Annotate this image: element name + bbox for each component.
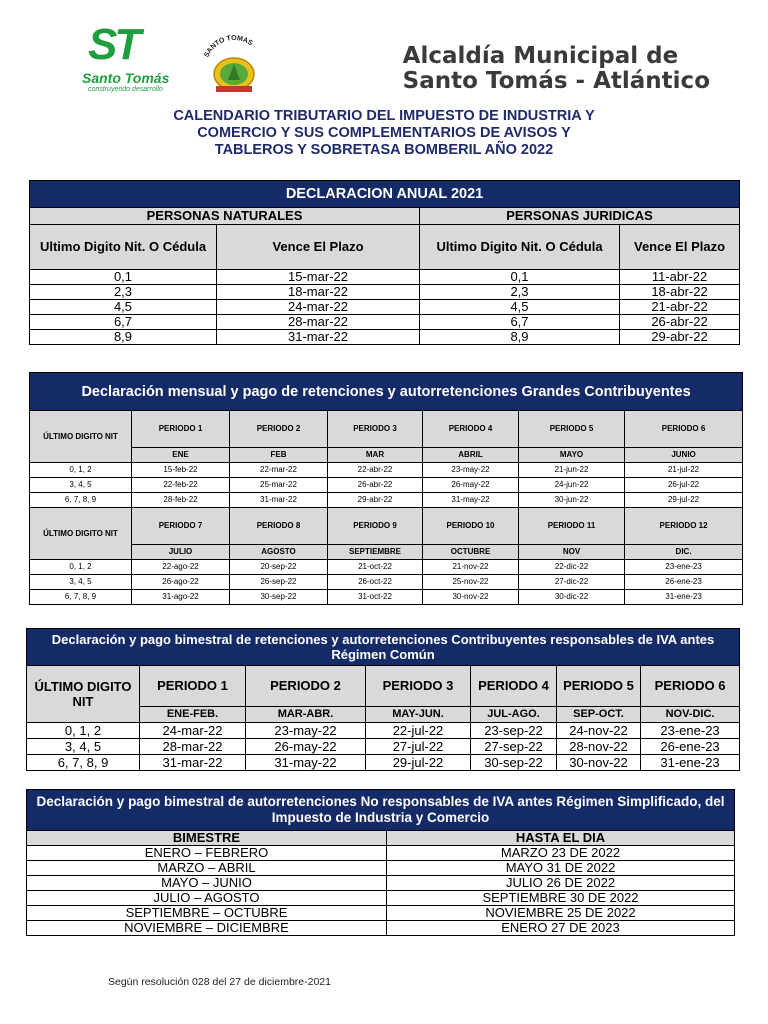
cell: 4,5 — [30, 300, 217, 315]
date-cell: 23-may-22 — [423, 463, 519, 478]
date-cell: 30-sep-22 — [230, 590, 328, 605]
col-due-naturales: Vence El Plazo — [217, 225, 420, 270]
digits-cell: 6, 7, 8, 9 — [27, 755, 140, 771]
date-cell: 29-jul-22 — [366, 755, 471, 771]
municipal-seal-icon — [192, 28, 276, 100]
month-label: ENE — [132, 448, 230, 463]
cell: 18-mar-22 — [217, 285, 420, 300]
table-row — [27, 906, 735, 921]
bimestre-cell: NOVIEMBRE – DICIEMBRE — [27, 921, 387, 936]
cell: 6,7 — [420, 315, 620, 330]
period-label: PERIODO 1 — [132, 411, 230, 448]
date-cell: 28-feb-22 — [132, 493, 230, 508]
cell: 31-mar-22 — [217, 330, 420, 345]
period-label: PERIODO 10 — [423, 508, 519, 545]
table-row — [30, 300, 740, 315]
date-cell: 23-ene-23 — [641, 723, 740, 739]
date-cell: 21-jul-22 — [625, 463, 743, 478]
hasta-cell: SEPTIEMBRE 30 DE 2022 — [387, 891, 735, 906]
date-cell: 31-ene-23 — [625, 590, 743, 605]
digits-cell: 0, 1, 2 — [30, 463, 132, 478]
table-row — [30, 270, 740, 285]
col-due-juridicas: Vence El Plazo — [620, 225, 740, 270]
date-cell: 30-sep-22 — [471, 755, 557, 771]
col-digit: ÚLTIMO DIGITO NIT — [27, 666, 140, 723]
digits-cell: 0, 1, 2 — [30, 560, 132, 575]
table-row — [27, 891, 735, 906]
period-label: PERIODO 2 — [230, 411, 328, 448]
alcaldia-title — [403, 44, 710, 94]
month-label: AGOSTO — [230, 545, 328, 560]
date-cell: 31-oct-22 — [328, 590, 423, 605]
digits-cell: 6, 7, 8, 9 — [30, 590, 132, 605]
period-label: PERIODO 3 — [366, 666, 471, 707]
period-label: PERIODO 3 — [328, 411, 423, 448]
st-logo-name: Santo Tomás — [82, 70, 170, 86]
date-cell: 24-jun-22 — [519, 478, 625, 493]
date-cell: 22-feb-22 — [132, 478, 230, 493]
period-header-row — [27, 666, 740, 707]
period-label: PERIODO 1 — [140, 666, 246, 707]
period-label: PERIODO 9 — [328, 508, 423, 545]
bimonthly-simple-title: Declaración y pago bimestral de autorretenciones No responsables de IVA antes Régimen Simplificado, del Impuesto de Industria y Comercio — [27, 790, 735, 831]
annual-title: DECLARACION ANUAL 2021 — [30, 181, 740, 208]
table-row — [30, 493, 743, 508]
naturales-header: PERSONAS NATURALES — [30, 208, 420, 225]
juridicas-header: PERSONAS JURIDICAS — [420, 208, 740, 225]
period-label: PERIODO 4 — [423, 411, 519, 448]
cell: 2,3 — [30, 285, 217, 300]
date-cell: 25-nov-22 — [423, 575, 519, 590]
cell: 29-abr-22 — [620, 330, 740, 345]
month-label: SEP-OCT. — [557, 707, 641, 723]
bimestre-cell: MARZO – ABRIL — [27, 861, 387, 876]
title-line-2: COMERCIO Y SUS COMPLEMENTARIOS DE AVISOS Y — [197, 125, 571, 141]
cell: 8,9 — [420, 330, 620, 345]
annual-rows — [30, 270, 740, 345]
digits-cell: 3, 4, 5 — [30, 575, 132, 590]
date-cell: 31-mar-22 — [140, 755, 246, 771]
document-title — [0, 108, 768, 159]
month-label: JUL-AGO. — [471, 707, 557, 723]
date-cell: 22-jul-22 — [366, 723, 471, 739]
period-label: PERIODO 6 — [641, 666, 740, 707]
month-header-row — [30, 448, 743, 463]
table-row — [30, 590, 743, 605]
month-label: MAR — [328, 448, 423, 463]
cell: 26-abr-22 — [620, 315, 740, 330]
date-cell: 25-mar-22 — [230, 478, 328, 493]
cell: 28-mar-22 — [217, 315, 420, 330]
col-digit-naturales: Ultimo Digito Nit. O Cédula — [30, 225, 217, 270]
date-cell: 20-sep-22 — [230, 560, 328, 575]
date-cell: 29-abr-22 — [328, 493, 423, 508]
date-cell: 22-abr-22 — [328, 463, 423, 478]
date-cell: 23-sep-22 — [471, 723, 557, 739]
col-hasta: HASTA EL DIA — [387, 831, 735, 846]
date-cell: 24-nov-22 — [557, 723, 641, 739]
table-row — [30, 463, 743, 478]
month-label: MAR-ABR. — [246, 707, 366, 723]
table-row — [30, 330, 740, 345]
date-cell: 27-dic-22 — [519, 575, 625, 590]
table-row — [27, 755, 740, 771]
period-label: PERIODO 5 — [557, 666, 641, 707]
date-cell: 26-ago-22 — [132, 575, 230, 590]
annual-declaration-table — [29, 180, 740, 345]
alcaldia-line-1: Alcaldía Municipal de — [402, 43, 679, 69]
date-cell: 26-ene-23 — [625, 575, 743, 590]
date-cell: 21-nov-22 — [423, 560, 519, 575]
digits-cell: 0, 1, 2 — [27, 723, 140, 739]
monthly-title: Declaración mensual y pago de retenciones y autorretenciones Grandes Contribuyentes — [30, 373, 743, 411]
digits-cell: 3, 4, 5 — [27, 739, 140, 755]
month-label: JULIO — [132, 545, 230, 560]
month-label: NOV — [519, 545, 625, 560]
date-cell: 26-ene-23 — [641, 739, 740, 755]
date-cell: 26-oct-22 — [328, 575, 423, 590]
cell: 0,1 — [420, 270, 620, 285]
table-row — [30, 285, 740, 300]
month-label: OCTUBRE — [423, 545, 519, 560]
month-header-row — [30, 545, 743, 560]
date-cell: 26-may-22 — [423, 478, 519, 493]
bimestre-cell: ENERO – FEBRERO — [27, 846, 387, 861]
table-row — [27, 846, 735, 861]
date-cell: 28-mar-22 — [140, 739, 246, 755]
date-cell: 31-mar-22 — [230, 493, 328, 508]
date-cell: 30-dic-22 — [519, 590, 625, 605]
cell: 8,9 — [30, 330, 217, 345]
date-cell: 27-jul-22 — [366, 739, 471, 755]
table-row — [30, 575, 743, 590]
bimonthly-iva-table — [26, 628, 740, 771]
col-bimestre: BIMESTRE — [27, 831, 387, 846]
cell: 2,3 — [420, 285, 620, 300]
table-row — [30, 560, 743, 575]
month-label: JUNIO — [625, 448, 743, 463]
period-label: PERIODO 11 — [519, 508, 625, 545]
cell: 18-abr-22 — [620, 285, 740, 300]
table-row — [27, 876, 735, 891]
date-cell: 22-dic-22 — [519, 560, 625, 575]
month-label: NOV-DIC. — [641, 707, 740, 723]
period-label: PERIODO 7 — [132, 508, 230, 545]
month-label: MAYO — [519, 448, 625, 463]
date-cell: 21-oct-22 — [328, 560, 423, 575]
cell: 24-mar-22 — [217, 300, 420, 315]
santo-tomas-logo — [78, 20, 178, 98]
bimestre-cell: JULIO – AGOSTO — [27, 891, 387, 906]
date-cell: 30-jun-22 — [519, 493, 625, 508]
col-digit-juridicas: Ultimo Digito Nit. O Cédula — [420, 225, 620, 270]
period-label: PERIODO 8 — [230, 508, 328, 545]
date-cell: 31-may-22 — [246, 755, 366, 771]
footnote: Según resolución 028 del 27 de diciembre-2021 — [108, 976, 331, 988]
header-logos — [0, 22, 768, 104]
date-cell: 22-mar-22 — [230, 463, 328, 478]
bimestre-cell: SEPTIEMBRE – OCTUBRE — [27, 906, 387, 921]
month-label: ABRIL — [423, 448, 519, 463]
bimonthly-iva-title: Declaración y pago bimestral de retenciones y autorretenciones Contribuyentes responsables de IVA antes Régimen Común — [27, 629, 740, 666]
cell: 15-mar-22 — [217, 270, 420, 285]
table-row — [27, 739, 740, 755]
hasta-cell: JULIO 26 DE 2022 — [387, 876, 735, 891]
month-label: DIC. — [625, 545, 743, 560]
cell: 6,7 — [30, 315, 217, 330]
hasta-cell: MAYO 31 DE 2022 — [387, 861, 735, 876]
date-cell: 31-ene-23 — [641, 755, 740, 771]
col-digit: ÚLTIMO DIGITO NIT — [30, 411, 132, 463]
period-label: PERIODO 6 — [625, 411, 743, 448]
date-cell: 24-mar-22 — [140, 723, 246, 739]
date-cell: 27-sep-22 — [471, 739, 557, 755]
period-label: PERIODO 12 — [625, 508, 743, 545]
st-logo-mark: ST — [88, 20, 139, 69]
period-label: PERIODO 4 — [471, 666, 557, 707]
date-cell: 31-may-22 — [423, 493, 519, 508]
bimestre-cell: MAYO – JUNIO — [27, 876, 387, 891]
date-cell: 30-nov-22 — [423, 590, 519, 605]
date-cell: 26-sep-22 — [230, 575, 328, 590]
cell: 4,5 — [420, 300, 620, 315]
digits-cell: 3, 4, 5 — [30, 478, 132, 493]
col-digit: ÚLTIMO DIGITO NIT — [30, 508, 132, 560]
date-cell: 31-ago-22 — [132, 590, 230, 605]
table-row — [27, 921, 735, 936]
month-label: MAY-JUN. — [366, 707, 471, 723]
cell: 11-abr-22 — [620, 270, 740, 285]
table-row — [27, 861, 735, 876]
cell: 21-abr-22 — [620, 300, 740, 315]
date-cell: 23-ene-23 — [625, 560, 743, 575]
period-header-row — [30, 508, 743, 545]
date-cell: 29-jul-22 — [625, 493, 743, 508]
st-logo-tagline: construyendo desarrollo — [88, 86, 163, 93]
hasta-cell: MARZO 23 DE 2022 — [387, 846, 735, 861]
period-label: PERIODO 2 — [246, 666, 366, 707]
bimonthly-simple-table — [26, 789, 735, 936]
table-row — [27, 723, 740, 739]
date-cell: 26-jul-22 — [625, 478, 743, 493]
hasta-cell: NOVIEMBRE 25 DE 2022 — [387, 906, 735, 921]
title-line-3: TABLEROS Y SOBRETASA BOMBERIL AÑO 2022 — [214, 142, 554, 158]
monthly-retentions-table — [29, 372, 743, 605]
date-cell: 22-ago-22 — [132, 560, 230, 575]
period-header-row — [30, 411, 743, 448]
month-label: ENE-FEB. — [140, 707, 246, 723]
digits-cell: 6, 7, 8, 9 — [30, 493, 132, 508]
date-cell: 15-feb-22 — [132, 463, 230, 478]
date-cell: 30-nov-22 — [557, 755, 641, 771]
alcaldia-line-2: Santo Tomás - Atlántico — [402, 68, 710, 94]
date-cell: 26-abr-22 — [328, 478, 423, 493]
date-cell: 21-jun-22 — [519, 463, 625, 478]
svg-text:SANTO TOMAS — [203, 35, 254, 59]
hasta-cell: ENERO 27 DE 2023 — [387, 921, 735, 936]
cell: 0,1 — [30, 270, 217, 285]
date-cell: 23-may-22 — [246, 723, 366, 739]
seal-text: SANTO TOMAS — [203, 34, 254, 59]
table-row — [30, 478, 743, 493]
date-cell: 26-may-22 — [246, 739, 366, 755]
table-row — [30, 315, 740, 330]
date-cell: 28-nov-22 — [557, 739, 641, 755]
month-label: FEB — [230, 448, 328, 463]
month-label: SEPTIEMBRE — [328, 545, 423, 560]
period-label: PERIODO 5 — [519, 411, 625, 448]
title-line-1: CALENDARIO TRIBUTARIO DEL IMPUESTO DE INDUSTRIA Y — [173, 108, 595, 124]
